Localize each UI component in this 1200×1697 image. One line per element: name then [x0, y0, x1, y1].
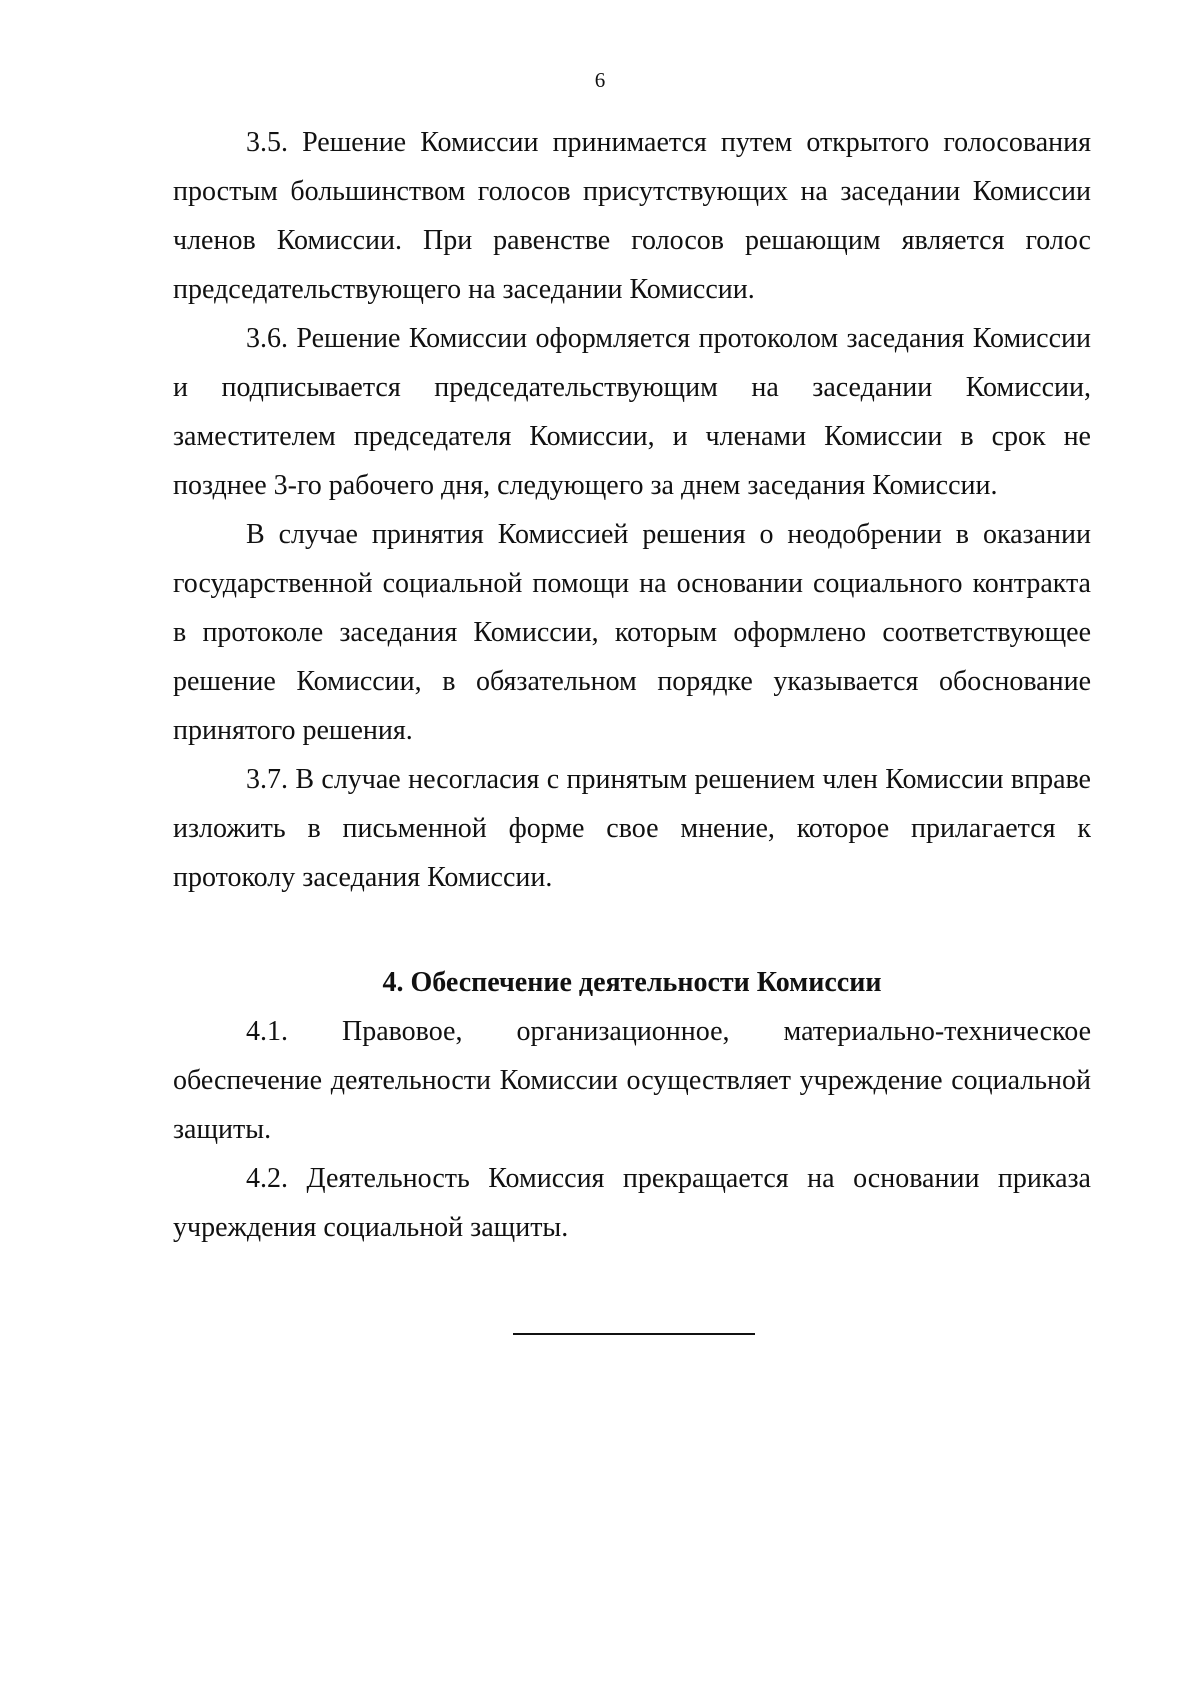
- end-of-document-rule: [513, 1333, 755, 1335]
- paragraph-3-5: 3.5. Решение Комиссии принимается путем открытого голосования простым большинством голосов присутствующих на заседании Комиссии членов Комиссии. При равенстве голосов решающим является голос председательствующего на заседании Комиссии.: [173, 127, 1091, 305]
- paragraph-4-2: 4.2. Деятельность Комиссия прекращается на основании приказа учреждения социальной защиты.: [173, 1163, 1091, 1243]
- document-body: [173, 118, 1091, 1252]
- paragraph-3-6: 3.6. Решение Комиссии оформляется протоколом заседания Комиссии и подписывается председательствующим на заседании Комиссии, заместителем председателя Комиссии, и членами Комиссии в срок не позднее 3-го рабочего дня, следующего за днем заседания Комиссии.: [173, 323, 1091, 501]
- section-4-heading: 4. Обеспечение деятельности Комиссии: [382, 967, 882, 998]
- paragraph-3-7: 3.7. В случае несогласия с принятым решением член Комиссии вправе изложить в письменной форме свое мнение, которое прилагается к протоколу заседания Комиссии.: [173, 764, 1091, 893]
- paragraph-4-1: 4.1. Правовое, организационное, материально-техническое обеспечение деятельности Комиссии осуществляет учреждение социальной защиты.: [173, 1016, 1091, 1145]
- page-number: 6: [594, 68, 606, 92]
- paragraph-3-6-refusal-note: В случае принятия Комиссией решения о неодобрении в оказании государственной социальной помощи на основании социального контракта в протоколе заседания Комиссии, которым оформлено соответствующее решение Комиссии, в обязательном порядке указывается обоснование принятого решения.: [173, 519, 1091, 746]
